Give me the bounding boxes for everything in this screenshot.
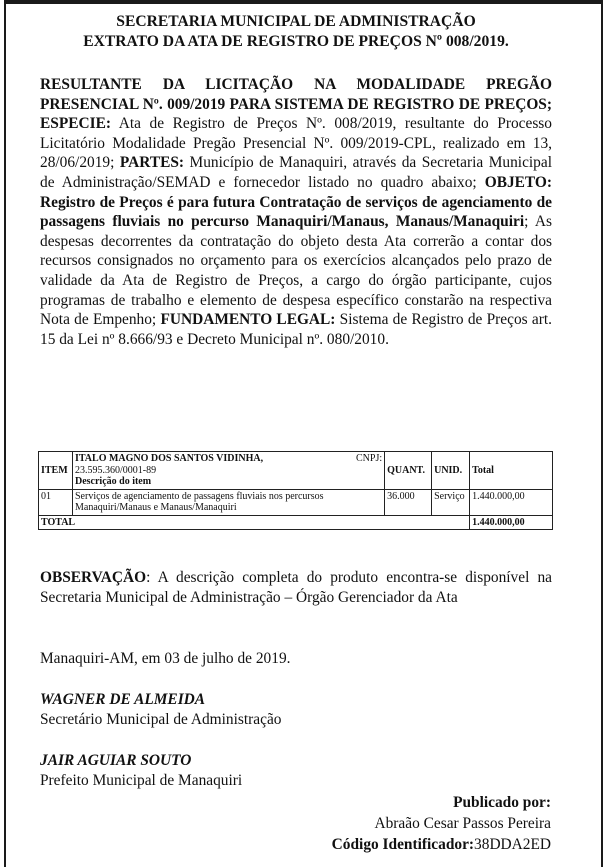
document-content (40, 12, 552, 349)
col-unid-header: UNID. (432, 452, 470, 490)
objeto-text: ; As despesas decorrentes da contratação do objeto desta Ata correrão a contar dos recursos consignados no orçamento para os exercícios alcançados pelo prazo de validade da Ata de Registro de Preços, a cargo do órgão participante, cujos programas de trabalho e elemento de despesa específico constarão na respectiva Nota de Empenho; (40, 213, 552, 329)
licitacao-heading: RESULTANTE DA LICITAÇÃO NA MODALIDADE PREGÃO PRESENCIAL Nº. 009/2019 PARA SISTEMA DE REGISTRO DE PREÇOS; ESPECIE: (40, 76, 552, 133)
document-title (40, 12, 552, 52)
table-total-row (39, 515, 553, 530)
left-border (4, 0, 6, 867)
row-item: 01 (39, 489, 73, 515)
row-total: 1.440.000,00 (470, 489, 553, 515)
identifier-value: 38DDA2ED (474, 836, 551, 853)
partes-label: PARTES: (119, 154, 185, 172)
observation-label: OBSERVAÇÃO (40, 569, 147, 586)
supplier-cnpj-label: CNPJ: (355, 453, 383, 464)
right-border (601, 0, 603, 867)
title-line-1: SECRETARIA MUNICIPAL DE ADMINISTRAÇÃO (116, 13, 476, 30)
observation-text: : A descrição completa do produto encontra-se disponível na Secretaria Municipal de Administração – Órgão Gerenciador da Ata (40, 569, 552, 606)
signature-name-mayor: JAIR AGUIAR SOUTO (40, 752, 192, 769)
signature-role-mayor: Prefeito Municipal de Manaquiri (40, 772, 243, 789)
identifier-label: Código Identificador: (331, 836, 475, 853)
table-row (39, 489, 553, 515)
fundamento-label: FUNDAMENTO LEGAL: (160, 311, 336, 329)
table-header-row (39, 452, 553, 490)
published-by-label: Publicado por: (453, 794, 551, 811)
supplier-cell (72, 452, 384, 490)
col-total-header: Total (470, 452, 553, 490)
observation (40, 568, 552, 607)
col-desc-header: Descrição do item (74, 476, 152, 487)
col-quant-header: QUANT. (385, 452, 432, 490)
signature-name-secretary: WAGNER DE ALMEIDA (40, 691, 206, 708)
partes-text: Município de Manaquiri, através da Secretaria Municipal de Administração/SEMAD e fornecedor listado no quadro abaixo; (40, 154, 552, 191)
items-table (38, 451, 553, 530)
title-line-2: EXTRATO DA ATA DE REGISTRO DE PREÇOS Nº 008/2019. (83, 33, 509, 50)
extract-body (40, 75, 552, 349)
fundamento-text: Sistema de Registro de Preços art. 15 da Lei nº 8.666/93 e Decreto Municipal nº. 080/2010. (40, 311, 552, 348)
total-value: 1.440.000,00 (470, 515, 553, 530)
publisher-name: Abraão Cesar Passos Pereira (374, 815, 551, 832)
supplier-name: ITALO MAGNO DOS SANTOS VIDINHA, (74, 453, 264, 464)
identifier-code (332, 836, 551, 854)
row-desc: Serviços de agenciamento de passagens fluviais nos percursos Manaquiri/Manaus e Manaus/Manaquiri (72, 489, 384, 515)
col-item-header: ITEM (39, 452, 73, 490)
objeto-heading: OBJETO: Registro de Preços é para futura Contratação de serviços de agenciamento de passagens fluviais no percurso Manaquiri/Manaus, Manaus/Manaquiri (40, 173, 552, 231)
place-date: Manaquiri-AM, em 03 de julho de 2019. (40, 650, 291, 667)
licitacao-text: Ata de Registro de Preços Nº. 008/2019, resultante do Processo Licitatório Modalidade Pregão Presencial Nº. 009/2019-CPL, realizado em 13, 28/06/2019; (40, 115, 552, 172)
total-label: TOTAL (39, 515, 470, 530)
row-quant: 36.000 (385, 489, 432, 515)
supplier-cnpj: 23.595.360/0001-89 (74, 464, 157, 476)
top-border (6, 0, 601, 4)
signature-role-secretary: Secretário Municipal de Administração (40, 711, 282, 728)
row-unid: Serviço (432, 489, 470, 515)
